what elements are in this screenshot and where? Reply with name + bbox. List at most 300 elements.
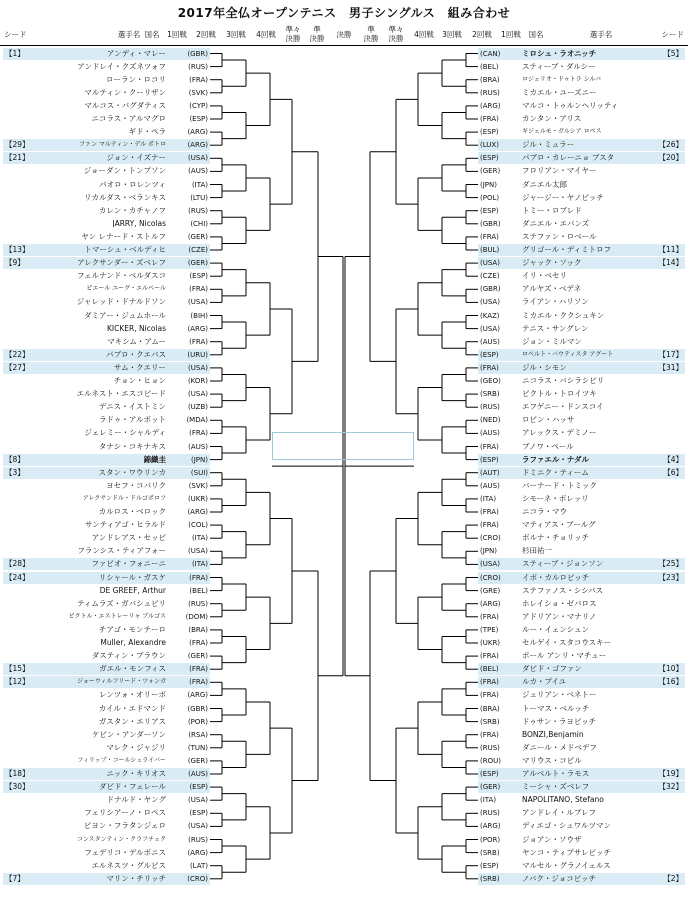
country-code: (USA) (188, 796, 208, 805)
right-player-row (478, 139, 685, 151)
player-name: ドミニク・ティーム (522, 467, 589, 477)
player-name: ジョン・ミルマン (522, 336, 582, 346)
player-name: ローラン・ロコリ (106, 74, 166, 84)
right-player-row (478, 532, 685, 544)
right-player-row (478, 650, 685, 662)
seed-label: 【27】 (5, 362, 30, 372)
seed-label: 【32】 (658, 782, 683, 792)
right-player-row (478, 323, 685, 335)
right-player-row (478, 205, 685, 217)
seed-label: 【21】 (5, 153, 30, 163)
country-code: (FRA) (480, 363, 499, 372)
header-sf-left: 準 決勝 (309, 25, 325, 43)
country-code: (CHI) (190, 219, 208, 228)
country-code: (BIH) (190, 311, 208, 320)
country-code: (GEO) (480, 377, 501, 385)
right-player-row (478, 100, 685, 112)
left-player-row (3, 519, 210, 531)
right-player-row (478, 794, 685, 806)
player-name: ファン マルティン・デル ポトロ (79, 141, 166, 149)
left-player-row (3, 296, 210, 308)
country-code: (FRA) (189, 639, 208, 647)
seed-label: 【1】 (5, 48, 25, 58)
country-code: (ITA) (480, 796, 497, 805)
left-player-row (3, 126, 210, 138)
left-player-row (3, 729, 210, 741)
player-name: ドゥサン・ラヨビッチ (522, 716, 597, 726)
right-player-row (478, 585, 685, 597)
country-code: (RUS) (480, 403, 500, 412)
seed-label: 【13】 (5, 245, 30, 254)
country-code: (ESP) (480, 455, 499, 464)
seed-label: 【11】 (658, 245, 683, 254)
right-player-row (478, 729, 685, 741)
right-player-row (478, 847, 685, 859)
player-name: ジャージー・ヤノビッチ (522, 192, 604, 202)
country-code: (SRB) (480, 390, 500, 399)
header-seed-left: シード (4, 29, 27, 39)
country-code: (USA) (480, 560, 500, 569)
country-code: (ESP) (480, 350, 499, 359)
seed-label: 【23】 (658, 572, 683, 582)
player-name: NAPOLITANO, Stefano (522, 795, 604, 805)
left-player-row (3, 545, 210, 557)
left-player-row (3, 244, 210, 256)
header-r4-right: 4回戦 (414, 29, 434, 39)
player-name: ステファン・ロベール (522, 231, 597, 241)
country-code: (GER) (187, 259, 208, 268)
left-player-row (3, 467, 210, 479)
left-player-row (3, 113, 210, 125)
country-code: (ESP) (480, 128, 499, 137)
country-code: (USA) (480, 259, 500, 268)
player-name: ギド・ペラ (128, 127, 166, 137)
player-name: ダニエル太郎 (522, 179, 567, 189)
country-code: (ROU) (480, 756, 501, 765)
player-name: アルヤズ・ベデネ (522, 284, 582, 294)
country-code: (GBR) (187, 49, 208, 58)
player-name: リシャール・ガスケ (98, 572, 166, 582)
country-code: (JPN) (191, 455, 208, 464)
left-player-row (3, 192, 210, 204)
seed-label: 【17】 (658, 349, 683, 359)
player-name: コンスタンティン・クラフチェク (76, 835, 166, 843)
player-name: フェリシアーノ・ロペス (84, 808, 166, 818)
right-player-row (478, 454, 685, 466)
left-player-row (3, 781, 210, 793)
country-code: (ARG) (187, 141, 208, 150)
country-code: (FRA) (480, 730, 499, 739)
player-name: ヤン レナード・ストルフ (81, 231, 166, 241)
country-code: (BEL) (189, 586, 208, 595)
country-code: (CRO) (187, 874, 208, 883)
player-name: マルコ・トゥルンヘリッティ (522, 100, 619, 110)
country-code: (FRA) (480, 508, 499, 516)
left-player-row (3, 716, 210, 728)
country-code: (FRA) (189, 573, 208, 582)
country-code: (SRB) (480, 848, 500, 857)
seed-label: 【14】 (658, 258, 683, 268)
left-player-row (3, 139, 210, 151)
right-player-row (478, 703, 685, 715)
country-code: (AUT) (480, 468, 500, 477)
player-name: ミーシャ・ズベレフ (522, 782, 590, 792)
country-code: (FRA) (189, 429, 208, 438)
left-player-row (3, 270, 210, 282)
player-name: DE GREEF, Arthur (99, 585, 166, 595)
left-player-row (3, 807, 210, 819)
player-name: ジャレッド・ドナルドソン (76, 297, 166, 307)
right-player-row (478, 624, 685, 636)
country-code: (CZE) (480, 272, 500, 281)
country-code: (CAN) (480, 49, 501, 58)
right-player-row (478, 113, 685, 125)
right-player-row (478, 270, 685, 282)
country-code: (ESP) (189, 783, 208, 792)
right-player-row (478, 388, 685, 400)
country-code: (RUS) (188, 206, 208, 215)
left-player-row (3, 847, 210, 859)
player-name: ジル・ミュラー (522, 140, 575, 150)
player-name: スティーブ・ジョンソン (522, 559, 604, 569)
country-code: (FRA) (480, 232, 499, 241)
country-code: (FRA) (480, 678, 499, 687)
seed-label: 【6】 (663, 467, 683, 477)
country-code: (USA) (188, 154, 208, 163)
player-name: ヨセフ・コバリク (106, 480, 166, 490)
player-name: BONZI,Benjamin (522, 729, 584, 739)
country-code: (POR) (480, 835, 501, 844)
country-code: (URU) (187, 350, 208, 359)
player-name: パブロ・クエバス (106, 349, 166, 359)
player-name: ジョン・イズナー (106, 153, 166, 163)
header-player-name-left: 選手名 (117, 29, 141, 39)
left-player-row (3, 834, 210, 846)
player-name: エルネスト・エスコビード (76, 389, 166, 399)
player-name: 杉田祐一 (522, 546, 552, 556)
player-name: ニコラス・アルマグロ (91, 114, 166, 123)
header-qf-right: 準々 決勝 (388, 25, 404, 43)
header-r3-left: 3回戦 (226, 29, 246, 39)
seed-label: 【12】 (5, 677, 30, 687)
player-name: デニス・イストミン (98, 402, 166, 412)
left-player-row (3, 87, 210, 99)
country-code: (BUL) (480, 246, 500, 254)
player-name: Muller, Alexandre (100, 638, 166, 647)
header-seed-right: シード (661, 29, 684, 39)
country-code: (SUI) (190, 468, 208, 477)
country-code: (AUS) (188, 770, 208, 778)
player-name: カルロス・ベロック (98, 507, 166, 516)
country-code: (SVK) (188, 88, 208, 97)
left-player-row (3, 532, 210, 544)
player-name: ダスティン・ブラウン (91, 651, 166, 661)
player-name: ブノワ・ペール (522, 441, 574, 451)
right-player-row (478, 192, 685, 204)
header-r1-left: 1回戦 (167, 29, 187, 39)
player-name: ケビン・アンダーソン (91, 729, 166, 739)
country-code: (ESP) (480, 861, 499, 870)
right-player-row (478, 873, 685, 885)
left-player-row (3, 414, 210, 426)
country-code: (FRA) (480, 691, 499, 700)
player-name: スティーブ・ダルシー (522, 61, 596, 71)
player-name: シモーネ・ボレッリ (522, 493, 589, 503)
player-name: トミー・ロブレド (522, 205, 582, 215)
player-name: アンディ・マレー (106, 48, 166, 58)
player-name: ニコラ・マウ (522, 507, 567, 516)
left-player-row (3, 152, 210, 164)
country-code: (ARG) (187, 324, 208, 333)
country-code: (FRA) (189, 678, 208, 687)
player-name: フィリップ・コールシュライバー (77, 756, 166, 764)
player-name: リカルダス・ベランキス (84, 192, 166, 202)
player-name: ボルナ・チョリッチ (522, 533, 589, 543)
player-name: フランシス・ティアフォー (77, 546, 166, 556)
right-player-row (478, 414, 685, 426)
right-player-row (478, 519, 685, 531)
player-name: マリウス・コピル (522, 755, 582, 765)
player-name: アンドレイ・ルブレフ (522, 808, 597, 818)
right-player-row (478, 427, 685, 439)
left-player-row (3, 310, 210, 322)
country-code: (BRA) (480, 75, 500, 84)
left-player-row (3, 454, 210, 466)
country-code: (GER) (187, 652, 208, 661)
player-name: アンドレアス・セッピ (91, 533, 166, 543)
player-name: フロリアン・マイヤー (522, 166, 597, 176)
right-player-row (478, 755, 685, 767)
country-code: (CYP) (189, 101, 208, 110)
country-code: (ESP) (189, 809, 208, 818)
seed-label: 【24】 (5, 572, 30, 582)
player-name: ミカエル・ククシュキン (522, 310, 605, 320)
country-code: (ARG) (187, 848, 208, 857)
player-name: セルゲイ・スタコウスキー (522, 638, 612, 647)
player-name: マレク・ジャジリ (106, 742, 166, 752)
player-name: 錦織圭 (143, 454, 166, 464)
country-code: (USA) (188, 363, 208, 372)
left-player-row (3, 100, 210, 112)
player-name: マリン・チリッチ (106, 873, 166, 883)
right-player-row (478, 493, 685, 505)
left-player-row (3, 74, 210, 86)
seed-label: 【31】 (658, 362, 683, 372)
left-player-row (3, 663, 210, 675)
header-qf-left: 準々 決勝 (285, 25, 301, 43)
player-name: パオロ・ロレンツィ (99, 179, 166, 189)
right-player-row (478, 820, 685, 832)
right-player-row (478, 375, 685, 387)
right-player-row (478, 179, 685, 191)
country-code: (ESP) (480, 770, 499, 778)
player-name: ビクトル・トロイツキ (522, 389, 597, 399)
player-name: ステファノス・シシパス (522, 585, 604, 595)
left-player-row (3, 742, 210, 754)
country-code: (BRA) (188, 625, 208, 634)
header-sf-right: 準 決勝 (363, 25, 379, 43)
player-name: ニコラス・バシラシビリ (522, 376, 605, 385)
player-name: ロビン・ハッサ (522, 415, 575, 425)
left-player-row (3, 598, 210, 610)
country-code: (NED) (480, 416, 501, 425)
country-code: (RUS) (480, 88, 500, 97)
left-player-row (3, 388, 210, 400)
right-player-row (478, 126, 685, 138)
player-name: ディエゴ・シュワルツマン (522, 821, 612, 831)
right-player-row (478, 296, 685, 308)
country-code: (GBR) (480, 285, 501, 294)
country-code: (ARG) (480, 822, 501, 831)
left-player-row (3, 257, 210, 269)
country-code: (UZB) (187, 403, 208, 412)
country-code: (TUN) (187, 743, 208, 752)
left-player-row (3, 179, 210, 191)
header-country-left: 国名 (144, 29, 160, 39)
right-player-row (478, 545, 685, 557)
right-player-row (478, 558, 685, 570)
right-player-row (478, 441, 685, 453)
country-code: (UKR) (480, 639, 501, 647)
left-player-row (3, 585, 210, 597)
country-code: (ESP) (189, 272, 208, 281)
left-player-row (3, 873, 210, 885)
seed-label: 【30】 (5, 782, 30, 792)
country-code: (RUS) (188, 835, 208, 844)
right-player-row (478, 336, 685, 348)
left-player-row (3, 676, 210, 688)
player-name: ジョーダン・トンプソン (83, 166, 166, 176)
left-player-row (3, 506, 210, 518)
country-code: (RUS) (480, 809, 500, 818)
left-player-row (3, 61, 210, 73)
left-player-row (3, 48, 210, 60)
right-player-row (478, 87, 685, 99)
player-name: ドナルド・ヤング (106, 795, 166, 805)
player-name: ジュリアン・ベネトー (522, 690, 597, 700)
header-player-name-right: 選手名 (589, 29, 613, 39)
player-name: ヤンコ・ティプサレビッチ (522, 847, 611, 857)
country-code: (ITA) (480, 494, 497, 503)
right-player-row (478, 506, 685, 518)
seed-label: 【29】 (5, 140, 30, 150)
left-player-row (3, 205, 210, 217)
country-code: (TPE) (480, 625, 499, 634)
country-code: (BEL) (480, 62, 499, 71)
right-player-row (478, 572, 685, 584)
seed-label: 【18】 (5, 769, 30, 778)
country-code: (USA) (188, 298, 208, 307)
country-code: (FRA) (189, 75, 208, 84)
country-code: (FRA) (189, 337, 208, 346)
player-name: チョン・ヒョン (113, 376, 166, 385)
seed-label: 【20】 (658, 153, 683, 163)
right-player-row (478, 663, 685, 675)
country-code: (GBR) (187, 704, 208, 713)
player-name: トマーシュ・ベルディヒ (84, 245, 166, 254)
right-player-row (478, 637, 685, 649)
right-player-row (478, 218, 685, 230)
left-player-row (3, 480, 210, 492)
right-player-row (478, 165, 685, 177)
right-player-row (478, 689, 685, 701)
country-code: (ITA) (191, 180, 208, 189)
seed-label: 【22】 (5, 349, 30, 359)
country-code: (AUS) (188, 442, 208, 451)
country-code: (BRA) (480, 704, 500, 713)
player-name: マルティン・クーリザン (84, 87, 166, 97)
player-name: チアゴ・モンテーロ (98, 624, 166, 634)
country-code: (GER) (480, 167, 501, 176)
right-player-row (478, 362, 685, 374)
right-player-row (478, 768, 685, 780)
country-code: (AUS) (188, 167, 208, 176)
left-player-row (3, 231, 210, 243)
page-title: 2017年全仏オープンテニス 男子シングルス 組み合わせ (177, 6, 511, 20)
country-code: (GER) (187, 756, 208, 765)
country-code: (LAT) (189, 861, 208, 870)
left-player-row (3, 493, 210, 505)
player-name: アレクサンドル・ドルゴポロフ (82, 494, 166, 502)
left-player-row (3, 558, 210, 570)
country-code: (USA) (480, 324, 500, 333)
country-code: (GRE) (480, 586, 501, 595)
country-code: (GER) (480, 783, 501, 792)
player-name: ガエル・モンフィス (99, 664, 166, 674)
player-name: アレクサンダー・ズベレフ (77, 258, 166, 268)
country-code: (SVK) (188, 481, 208, 490)
country-code: (LUX) (480, 141, 499, 150)
player-name: アレックス・デミノー (522, 428, 597, 438)
country-code: (CRO) (480, 534, 501, 543)
country-code: (DOM) (185, 612, 208, 621)
country-code: (USA) (188, 822, 208, 831)
seed-label: 【28】 (5, 559, 30, 569)
player-name: ジル・シモン (522, 362, 567, 372)
country-code: (RUS) (188, 62, 208, 71)
left-player-row (3, 375, 210, 387)
player-name: ダビド・フェレール (99, 782, 166, 792)
country-code: (ESP) (480, 154, 499, 163)
country-code: (ARG) (480, 599, 501, 608)
player-name: ダニエル・エバンズ (522, 218, 590, 228)
right-player-row (478, 781, 685, 793)
right-player-row (478, 742, 685, 754)
country-code: (FRA) (480, 442, 499, 451)
seed-label: 【9】 (5, 258, 25, 268)
player-name: パブロ・カレーニョ ブスタ (522, 153, 615, 163)
player-name: ジャック・ソック (522, 258, 582, 268)
left-player-row (3, 572, 210, 584)
player-name: ライアン・ハリソン (522, 297, 589, 307)
player-name: アルベルト・ラモス (522, 769, 590, 778)
player-name: マルセル・グラノイェルス (522, 860, 611, 870)
right-player-row (478, 244, 685, 256)
player-name: KICKER, Nicolas (107, 323, 166, 333)
country-code: (JPN) (480, 547, 497, 556)
country-code: (BEL) (480, 665, 499, 674)
country-code: (ITA) (191, 534, 208, 543)
country-code: (ARG) (187, 508, 208, 516)
right-player-row (478, 257, 685, 269)
country-code: (POL) (480, 193, 500, 202)
player-name: ピエール ユーグ・エルベール (86, 285, 166, 293)
header-r1-right: 1回戦 (501, 29, 521, 39)
player-name: ダミアー・ジュムホール (84, 310, 166, 320)
player-name: ラドゥ・アルボット (98, 415, 166, 425)
country-code: (ARG) (187, 128, 208, 137)
player-name: ビヨン・フラタンジェロ (83, 821, 166, 831)
